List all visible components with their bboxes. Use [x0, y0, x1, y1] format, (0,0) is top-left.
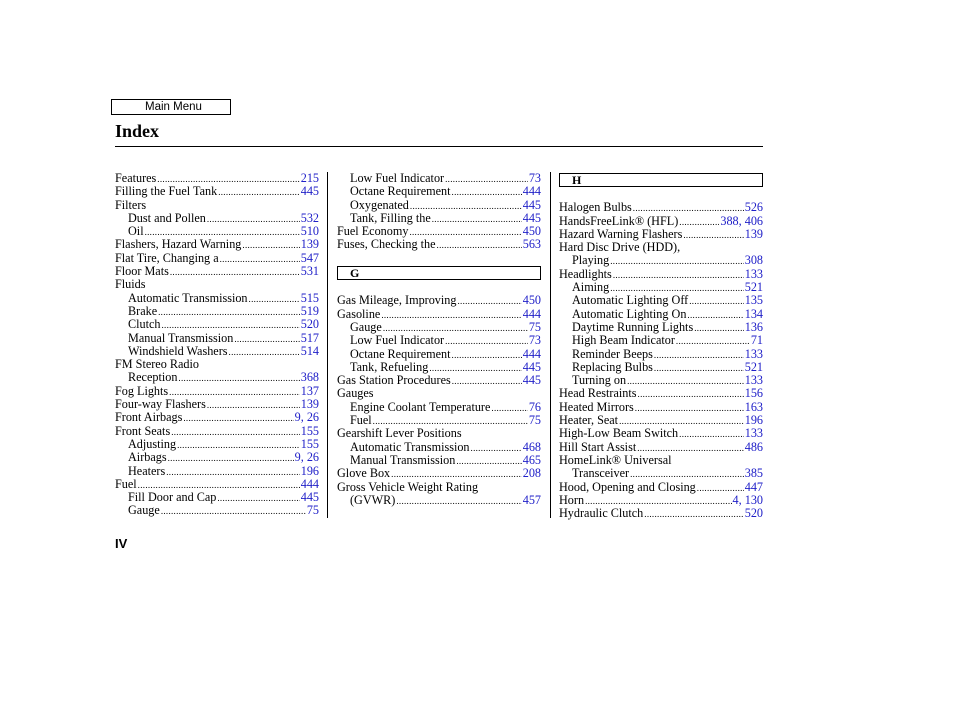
index-entry[interactable] [559, 427, 763, 440]
leader-dots [638, 388, 744, 401]
entry-label: Headlights [559, 266, 612, 281]
index-subentry[interactable] [559, 294, 763, 307]
page-link[interactable]: 510 [300, 224, 319, 239]
entry-label: Gasoline [337, 306, 381, 321]
leader-dots [220, 253, 300, 266]
leader-dots [229, 346, 300, 359]
page-link[interactable]: 385 [744, 466, 763, 481]
index-column-1 [115, 172, 319, 518]
index-entry[interactable] [559, 268, 763, 281]
page-link[interactable]: 133 [744, 346, 763, 361]
leader-dots [396, 495, 521, 508]
index-entry[interactable] [115, 252, 319, 265]
index-entry[interactable] [337, 225, 541, 238]
page-link[interactable]: 133 [744, 373, 763, 388]
index-subentry[interactable] [115, 451, 319, 464]
page-link[interactable]: 9, 26 [294, 410, 319, 425]
leader-dots [452, 186, 522, 199]
entry-label: Floor Mats [115, 264, 169, 279]
entry-label: Heated Mirrors [559, 399, 634, 414]
page-link[interactable]: 388, 406 [720, 213, 763, 228]
page-link[interactable]: 75 [306, 503, 319, 518]
leader-dots [437, 239, 522, 252]
entry-label: Reception [128, 370, 178, 385]
index-subentry[interactable] [337, 361, 541, 374]
entry-label: Tank, Filling the [350, 210, 431, 225]
index-subentry[interactable] [337, 401, 541, 414]
index-entry[interactable] [559, 414, 763, 427]
entry-label: Heater, Seat [559, 413, 619, 428]
page-link[interactable]: 445 [300, 490, 319, 505]
page-link[interactable]: 139 [300, 237, 319, 252]
entry-label: Fuses, Checking the [337, 237, 436, 252]
entry-label: (GVWR) [350, 492, 396, 507]
title-rule [115, 146, 763, 147]
entry-label: High Beam Indicator [572, 333, 675, 348]
entry-label: Fuel Economy [337, 224, 409, 239]
index-entry [559, 454, 763, 467]
entry-label: Manual Transmission [350, 452, 456, 467]
entry-label: Front Seats [115, 423, 171, 438]
entry-label: Engine Coolant Temperature [350, 399, 491, 414]
index-subentry[interactable] [115, 305, 319, 318]
column-divider [327, 172, 328, 518]
entry-label: Octane Requirement [350, 184, 451, 199]
entry-label: Hood, Opening and Closing [559, 479, 696, 494]
entry-label: Glove Box [337, 466, 391, 481]
leader-dots [654, 362, 744, 375]
page-link[interactable]: 444 [522, 306, 541, 321]
entry-label: Octane Requirement [350, 346, 451, 361]
leader-dots [432, 213, 522, 226]
index-subentry[interactable] [115, 318, 319, 331]
page-link[interactable]: 444 [522, 346, 541, 361]
leader-dots [689, 295, 744, 308]
index-subentry[interactable] [337, 454, 541, 467]
entry-label: HomeLink® Universal [559, 452, 672, 467]
spacer [337, 281, 541, 294]
index-subentry[interactable] [115, 212, 319, 225]
leader-dots [158, 306, 300, 319]
index-subentry[interactable] [559, 374, 763, 387]
entry-label: Halogen Bulbs [559, 200, 632, 215]
index-subentry[interactable] [337, 348, 541, 361]
entry-label: Aiming [572, 280, 610, 295]
index-subentry[interactable] [337, 185, 541, 198]
entry-label: Manual Transmission [128, 330, 234, 345]
page-link[interactable]: 155 [300, 436, 319, 451]
index-entry[interactable] [559, 481, 763, 494]
index-subentry[interactable] [115, 371, 319, 384]
leader-dots [456, 455, 521, 468]
index-subentry[interactable] [559, 308, 763, 321]
leader-dots [183, 412, 293, 425]
leader-dots [445, 335, 528, 348]
entry-label: Gauge [350, 319, 382, 334]
page-link[interactable]: 156 [744, 386, 763, 401]
entry-label: Front Airbags [115, 410, 183, 425]
leader-dots [168, 452, 294, 465]
entry-label: Flashers, Hazard Warning [115, 237, 242, 252]
entry-label: Hazard Warning Flashers [559, 226, 683, 241]
entry-label: Horn [559, 492, 585, 507]
leader-dots [676, 335, 750, 348]
page-link[interactable]: 445 [300, 184, 319, 199]
entry-label: Hill Start Assist [559, 439, 637, 454]
entry-label: Fuel [350, 413, 372, 428]
leader-dots [177, 439, 300, 452]
page-link[interactable]: 519 [300, 303, 319, 318]
entry-label: Flat Tire, Changing a [115, 250, 219, 265]
leader-dots [491, 402, 527, 415]
index-entry[interactable] [115, 238, 319, 251]
page-link[interactable]: 445 [522, 359, 541, 374]
leader-dots [644, 508, 743, 521]
index-subentry[interactable] [115, 465, 319, 478]
page-link[interactable]: 445 [522, 197, 541, 212]
leader-dots [249, 293, 300, 306]
entry-label: Replacing Bulbs [572, 359, 653, 374]
entry-label: HandsFreeLink® (HFL) [559, 213, 679, 228]
entry-label: High-Low Beam Switch [559, 426, 679, 441]
leader-dots [171, 426, 300, 439]
entry-label: Automatic Lighting Off [572, 293, 689, 308]
page-link[interactable]: 139 [300, 397, 319, 412]
leader-dots [610, 255, 743, 268]
page-link[interactable]: 526 [744, 200, 763, 215]
index-subentry[interactable] [559, 467, 763, 480]
index-subentry[interactable] [559, 334, 763, 347]
leader-dots [627, 375, 744, 388]
page-link[interactable]: 73 [528, 171, 541, 185]
page-link[interactable]: 444 [522, 184, 541, 199]
entry-label: Playing [572, 253, 610, 268]
index-entry[interactable] [115, 411, 319, 424]
index-entry [337, 481, 541, 494]
main-menu-button[interactable]: Main Menu [111, 99, 231, 115]
leader-dots [687, 309, 743, 322]
leader-dots [445, 173, 528, 186]
column-divider [550, 172, 551, 518]
index-column-3 [559, 172, 763, 520]
leader-dots [452, 349, 522, 362]
spacer [337, 252, 541, 265]
index-entry[interactable] [115, 265, 319, 278]
page-link[interactable]: 468 [522, 439, 541, 454]
entry-label: Reminder Beeps [572, 346, 653, 361]
entry-label: FM Stereo Radio [115, 357, 199, 372]
page-link[interactable]: 139 [744, 226, 763, 241]
page-link[interactable]: 517 [300, 330, 319, 345]
page-link[interactable]: 531 [300, 264, 319, 279]
index-subentry[interactable] [115, 438, 319, 451]
entry-label: Four-way Flashers [115, 397, 206, 412]
leader-dots [161, 505, 306, 518]
page-link[interactable]: 135 [744, 293, 763, 308]
entry-label: Automatic Transmission [128, 290, 248, 305]
entry-label: Clutch [128, 317, 161, 332]
index-subentry[interactable] [337, 321, 541, 334]
page-link[interactable]: 75 [528, 413, 541, 428]
page-link[interactable]: 521 [744, 280, 763, 295]
leader-dots [471, 442, 522, 455]
page-link[interactable]: 521 [744, 359, 763, 374]
page-link[interactable]: 486 [744, 439, 763, 454]
page-link[interactable]: 73 [528, 333, 541, 348]
page-link[interactable]: 133 [744, 426, 763, 441]
page-link[interactable]: 450 [522, 293, 541, 308]
index-subentry[interactable] [337, 212, 541, 225]
page-link[interactable]: 196 [300, 463, 319, 478]
entry-label: Daytime Running Lights [572, 319, 694, 334]
index-entry[interactable] [115, 398, 319, 411]
entry-label: Gas Station Procedures [337, 373, 451, 388]
index-entry[interactable] [337, 294, 541, 307]
leader-dots [166, 466, 300, 479]
index-column-2 [337, 172, 541, 507]
index-entry[interactable] [337, 467, 541, 480]
index-subentry[interactable] [559, 281, 763, 294]
entry-label: Adjusting [128, 436, 177, 451]
entry-label: Features [115, 171, 157, 185]
index-subentry[interactable] [337, 334, 541, 347]
index-entry[interactable] [115, 385, 319, 398]
section-letter-header: G [337, 266, 541, 280]
leader-dots [217, 492, 299, 505]
entry-label: Gearshift Lever Positions [337, 426, 462, 441]
index-subentry[interactable] [115, 345, 319, 358]
page-link[interactable]: 155 [300, 423, 319, 438]
index-subentry[interactable] [115, 292, 319, 305]
leader-dots [170, 266, 300, 279]
index-entry[interactable] [559, 401, 763, 414]
entry-label: Fill Door and Cap [128, 490, 217, 505]
page-link[interactable]: 308 [744, 253, 763, 268]
page-link[interactable]: 532 [300, 210, 319, 225]
page-link[interactable]: 465 [522, 452, 541, 467]
entry-label: Fuel [115, 476, 137, 491]
entry-label: Oil [128, 224, 144, 239]
entry-label: Automatic Transmission [350, 439, 470, 454]
entry-label: Dust and Pollen [128, 210, 206, 225]
index-entry[interactable] [115, 425, 319, 438]
page-link[interactable]: 9, 26 [294, 450, 319, 465]
entry-label: Tank, Refueling [350, 359, 429, 374]
leader-dots [683, 229, 743, 242]
leader-dots [679, 216, 719, 229]
index-subentry[interactable] [337, 494, 541, 507]
index-entry[interactable] [115, 185, 319, 198]
index-subentry[interactable] [337, 199, 541, 212]
entry-label: Filters [115, 197, 147, 212]
page-link[interactable]: 547 [300, 250, 319, 265]
index-entry [337, 387, 541, 400]
page-title: Index [115, 121, 160, 141]
leader-dots [452, 375, 522, 388]
page-link[interactable]: 215 [300, 171, 319, 185]
leader-dots [381, 309, 521, 322]
page-link[interactable]: 447 [744, 479, 763, 494]
entry-label: Airbags [128, 450, 167, 465]
entry-label: Windshield Washers [128, 343, 228, 358]
page-link[interactable]: 450 [522, 224, 541, 239]
entry-label: Hydraulic Clutch [559, 506, 644, 521]
leader-dots [207, 399, 300, 412]
entry-label: Gas Mileage, Improving [337, 293, 457, 308]
index-entry[interactable] [337, 308, 541, 321]
index-subentry[interactable] [559, 321, 763, 334]
entry-label: Head Restraints [559, 386, 637, 401]
leader-dots [679, 428, 744, 441]
index-entry[interactable] [337, 374, 541, 387]
entry-label: Heaters [128, 463, 166, 478]
index-entry[interactable] [115, 478, 319, 491]
index-entry [559, 241, 763, 254]
index-subentry[interactable] [559, 361, 763, 374]
page-number: IV [115, 536, 128, 551]
leader-dots [613, 269, 744, 282]
leader-dots [694, 322, 744, 335]
page-link[interactable]: 515 [300, 290, 319, 305]
index-entry[interactable] [559, 507, 763, 520]
page-link[interactable]: 444 [300, 476, 319, 491]
index-subentry[interactable] [115, 332, 319, 345]
index-subentry[interactable] [559, 254, 763, 267]
section-letter-header: H [559, 173, 763, 187]
page-link[interactable]: 445 [522, 210, 541, 225]
index-entry[interactable] [337, 238, 541, 251]
leader-dots [178, 372, 299, 385]
page-link[interactable]: 75 [528, 319, 541, 334]
page-link[interactable]: 71 [750, 333, 763, 348]
leader-dots [207, 213, 300, 226]
index-entry[interactable] [115, 172, 319, 185]
index-entry[interactable] [559, 441, 763, 454]
entry-label: Hard Disc Drive (HDD), [559, 240, 681, 255]
index-entry [115, 358, 319, 371]
leader-dots [234, 333, 299, 346]
index-entry[interactable] [559, 387, 763, 400]
page-link[interactable]: 208 [522, 466, 541, 481]
leader-dots [218, 186, 300, 199]
spacer [559, 188, 763, 201]
index-entry[interactable] [559, 228, 763, 241]
page-link[interactable]: 368 [300, 370, 319, 385]
entry-label: Turning on [572, 373, 627, 388]
index-subentry[interactable] [337, 172, 541, 185]
index-subentry[interactable] [559, 348, 763, 361]
page-link[interactable]: 4, 130 [732, 492, 763, 507]
index-entry[interactable] [559, 494, 763, 507]
page-link[interactable]: 563 [522, 237, 541, 252]
page-link[interactable]: 137 [300, 383, 319, 398]
index-subentry[interactable] [115, 491, 319, 504]
page-link[interactable]: 514 [300, 343, 319, 358]
index-subentry[interactable] [115, 225, 319, 238]
leader-dots [242, 239, 299, 252]
entry-label: Brake [128, 303, 158, 318]
leader-dots [654, 349, 744, 362]
page-link[interactable]: 445 [522, 373, 541, 388]
entry-label: Filling the Fuel Tank [115, 184, 218, 199]
page-link[interactable]: 136 [744, 319, 763, 334]
entry-label: Low Fuel Indicator [350, 171, 445, 185]
leader-dots [457, 295, 521, 308]
page-link[interactable]: 133 [744, 266, 763, 281]
index-entry [115, 199, 319, 212]
page-link[interactable]: 134 [744, 306, 763, 321]
page-link[interactable]: 520 [300, 317, 319, 332]
page-link[interactable]: 76 [528, 399, 541, 414]
entry-label: Oxygenated [350, 197, 409, 212]
index-entry[interactable] [559, 201, 763, 214]
entry-label: Fluids [115, 277, 146, 292]
index-subentry[interactable] [115, 504, 319, 517]
index-entry [337, 427, 541, 440]
page-link[interactable]: 163 [744, 399, 763, 414]
entry-label: Automatic Lighting On [572, 306, 687, 321]
entry-label: Gross Vehicle Weight Rating [337, 479, 479, 494]
index-subentry[interactable] [337, 441, 541, 454]
page-link[interactable]: 196 [744, 413, 763, 428]
entry-label: Transceiver [572, 466, 630, 481]
entry-label: Fog Lights [115, 383, 169, 398]
page-link[interactable]: 520 [744, 506, 763, 521]
entry-label: Gauge [128, 503, 160, 518]
entry-label: Low Fuel Indicator [350, 333, 445, 348]
index-subentry[interactable] [337, 414, 541, 427]
index-entry[interactable] [559, 215, 763, 228]
leader-dots [635, 402, 744, 415]
entry-label: Gauges [337, 386, 374, 401]
index-entry [115, 278, 319, 291]
page-link[interactable]: 457 [522, 492, 541, 507]
